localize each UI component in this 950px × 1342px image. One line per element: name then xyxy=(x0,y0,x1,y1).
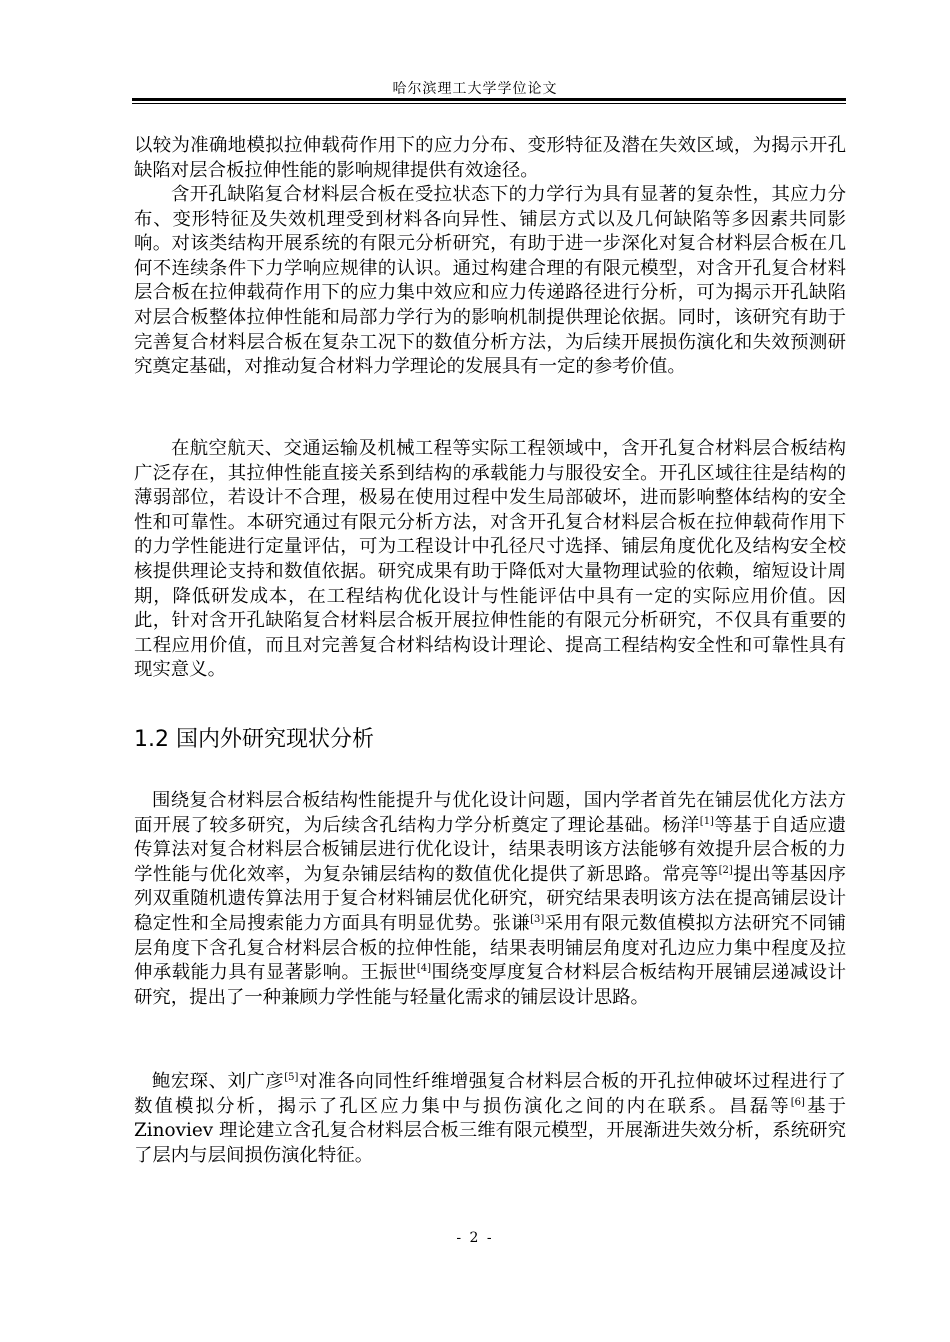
paragraph-practical-significance: 在航空航天、交通运输及机械工程等实际工程领域中，含开孔复合材料层合板结构广泛存在，其拉伸性能直接关系到结构的承载能力与服役安全。开孔区域往往是结构的薄弱部位，若设计不合理，极易在使用过程中发生局部破坏，进而影响整体结构的安全性和可靠性。本研究通过有限元分析方法，对含开孔复合材料层合板在拉伸载荷作用下的力学性能进行定量评估，可为工程设计中孔径尺寸选择、铺层角度优化及结构安全校核提供理论支持和数值依据。研究成果有助于降低对大量物理试验的依赖，缩短设计周期，降低研发成本，在工程结构优化设计与性能评估中具有一定的实际应用价值。因此，针对含开孔缺陷复合材料层合板开展拉伸性能的有限元分析研究，不仅具有重要的工程应用价值，而且对完善复合材料结构设计理论、提高工程结构安全性和可靠性具有现实意义。 xyxy=(134,438,846,681)
text-segment: 围绕变厚度复合材料层合板结构开展铺层递减设计研究，提出了一种兼顾力学性能与轻量化需求的铺层设计思路。 xyxy=(134,962,846,1008)
header-rule-thin xyxy=(132,103,846,104)
text-segment: 等基于自适应遗传算法对复合材料层合板铺层进行优化设计，结果表明该方法能够有效提升层合板的力学性能与优化效率，为复杂铺层结构的数值优化提供了新思路。常亮等 xyxy=(134,814,846,885)
citation-ref: [3] xyxy=(530,913,545,925)
running-header: 哈尔滨理工大学学位论文 xyxy=(392,81,558,97)
paragraph-simulation-research xyxy=(134,1070,846,1168)
citation-ref: [1] xyxy=(699,815,714,827)
text-segment: 采用有限元数值模拟方法研究不同铺层角度下含孔复合材料层合板的拉伸性能，结果表明铺层角度对孔边应力集中程度及拉伸承载能力具有显著影响。王振世 xyxy=(134,912,846,984)
paragraph-continuation: 以较为准确地模拟拉伸载荷作用下的应力分布、变形特征及潜在失效区域，为揭示开孔缺陷对层合板拉伸性能的影响规律提供有效途径。 xyxy=(134,135,846,181)
text-segment: 围绕复合材料层合板结构性能提升与优化设计问题，国内学者首先在铺层优化方法方面开展了较多研究，为后续含孔结构力学分析奠定了理论基础。杨洋 xyxy=(134,790,846,836)
paragraph-theoretical-significance: 含开孔缺陷复合材料层合板在受拉状态下的力学行为具有显著的复杂性，其应力分布、变形特征及失效机理受到材料各向异性、铺层方式以及几何缺陷等多因素共同影响。对该类结构开展系统的有限元分析研究，有助于进一步深化对复合材料层合板在几何不连续条件下力学响应规律的认识。通过构建合理的有限元模型，对含开孔复合材料层合板在拉伸载荷作用下的应力集中效应和应力传递路径进行分析，可为揭示开孔缺陷对层合板整体拉伸性能和局部力学行为的影响机制提供理论依据。同时，该研究有助于完善复合材料层合板在复杂工况下的数值分析方法，为后续开展损伤演化和失效预测研究奠定基础，对推动复合材料力学理论的发展具有一定的参考价值。 xyxy=(134,184,846,378)
text-segment: 鲍宏琛、刘广彦 xyxy=(152,1071,285,1092)
text-segment: 对准各向同性纤维增强复合材料层合板的开孔拉伸破坏过程进行了数值模拟分析，揭示了孔区应力集中与损伤演化之间的内在联系。昌磊等 xyxy=(134,1071,846,1117)
page-number: - 2 - xyxy=(456,1230,494,1246)
citation-ref: [2] xyxy=(718,864,733,876)
header-rule-thick xyxy=(132,98,846,101)
paragraph-domestic-research xyxy=(134,789,846,1010)
text-segment: 基于 Zinoviev 理论建立含孔复合材料层合板三维有限元模型，开展渐进失效分析，系统研究了层内与层间损伤演化特征。 xyxy=(134,1095,846,1166)
citation-ref: [5] xyxy=(284,1072,299,1083)
text-segment: 提出等基因序列双重随机遗传算法用于复合材料铺层优化研究，研究结果表明该方法在提高铺层设计稳定性和全局搜索能力方面具有明显优势。张谦 xyxy=(134,863,846,934)
section-heading: 1.2 国内外研究现状分析 xyxy=(134,727,374,752)
citation-ref: [6] xyxy=(790,1096,805,1108)
citation-ref: [4] xyxy=(416,963,432,975)
